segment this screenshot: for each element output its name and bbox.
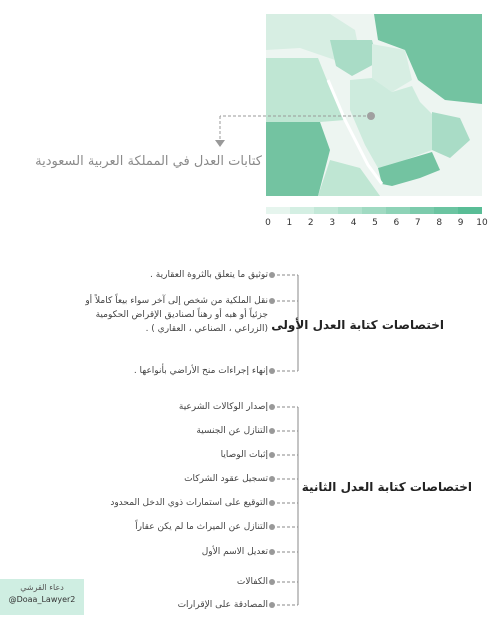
scale-label-6: 6: [393, 218, 400, 228]
scale-label-7: 7: [414, 218, 421, 228]
second-dot-1: [269, 404, 275, 410]
scale-label-1: 1: [286, 218, 293, 228]
scale-label-4: 4: [350, 218, 357, 228]
map-title: كتابات العدل في المملكة العربية السعودية: [35, 154, 262, 169]
second-dot-9: [269, 602, 275, 608]
second-dot-3: [269, 452, 275, 458]
second-item-5: التوقيع على استمارات ذوي الدخل المحدود: [110, 498, 268, 508]
group-title-first: اختصاصات كتابة العدل الأولى: [271, 318, 444, 332]
scale-label-0: 0: [265, 218, 271, 228]
second-item-6: التنازل عن الميراث ما لم يكن عقاراً: [135, 522, 268, 532]
scale-label-2: 2: [307, 218, 314, 228]
second-item-9: المصادقة على الإقرارات: [177, 600, 268, 610]
second-dot-8: [269, 579, 275, 585]
second-item-8: الكفالات: [236, 577, 268, 587]
first-item-2: نقل الملكية من شخص إلى آخر سواء بيعاً كاملاً أو جزئياً أو هبه أو رهناً لصناديق الإقراض الحكومية (الزراعي ، الصناعي ، العقاري ) .: [85, 296, 268, 334]
signature-handle: @Doaa_Lawyer2: [8, 595, 76, 604]
scale-label-10: 10: [476, 218, 488, 228]
second-item-2: التنازل عن الجنسية: [196, 426, 268, 436]
scale-label-8: 8: [436, 218, 443, 228]
second-item-1: إصدار الوكالات الشرعية: [178, 402, 268, 412]
scale-label-9: 9: [457, 218, 464, 228]
first-dot-2: [269, 298, 275, 304]
second-dot-6: [269, 524, 275, 530]
second-dot-7: [269, 549, 275, 555]
signature-box: [0, 579, 84, 615]
second-dot-4: [269, 476, 275, 482]
second-item-7: تعديل الاسم الأول: [201, 547, 268, 557]
group-title-second: اختصاصات كتابة العدل الثانية: [301, 480, 472, 494]
second-item-4: تسجيل عقود الشركات: [184, 474, 268, 484]
second-item-3: إثبات الوصايا: [220, 450, 268, 460]
scale-label-5: 5: [372, 218, 378, 228]
scale-label-3: 3: [329, 218, 336, 228]
signature-name: دعاء القرشي: [20, 583, 64, 592]
first-item-3: إنهاء إجراءات منح الأراضي بأنواعها .: [133, 366, 268, 376]
second-dot-2: [269, 428, 275, 434]
first-dot-3: [269, 368, 275, 374]
first-item-1: توثيق ما يتعلق بالثروة العقارية .: [150, 270, 268, 280]
first-dot-1: [269, 272, 275, 278]
second-dot-5: [269, 500, 275, 506]
